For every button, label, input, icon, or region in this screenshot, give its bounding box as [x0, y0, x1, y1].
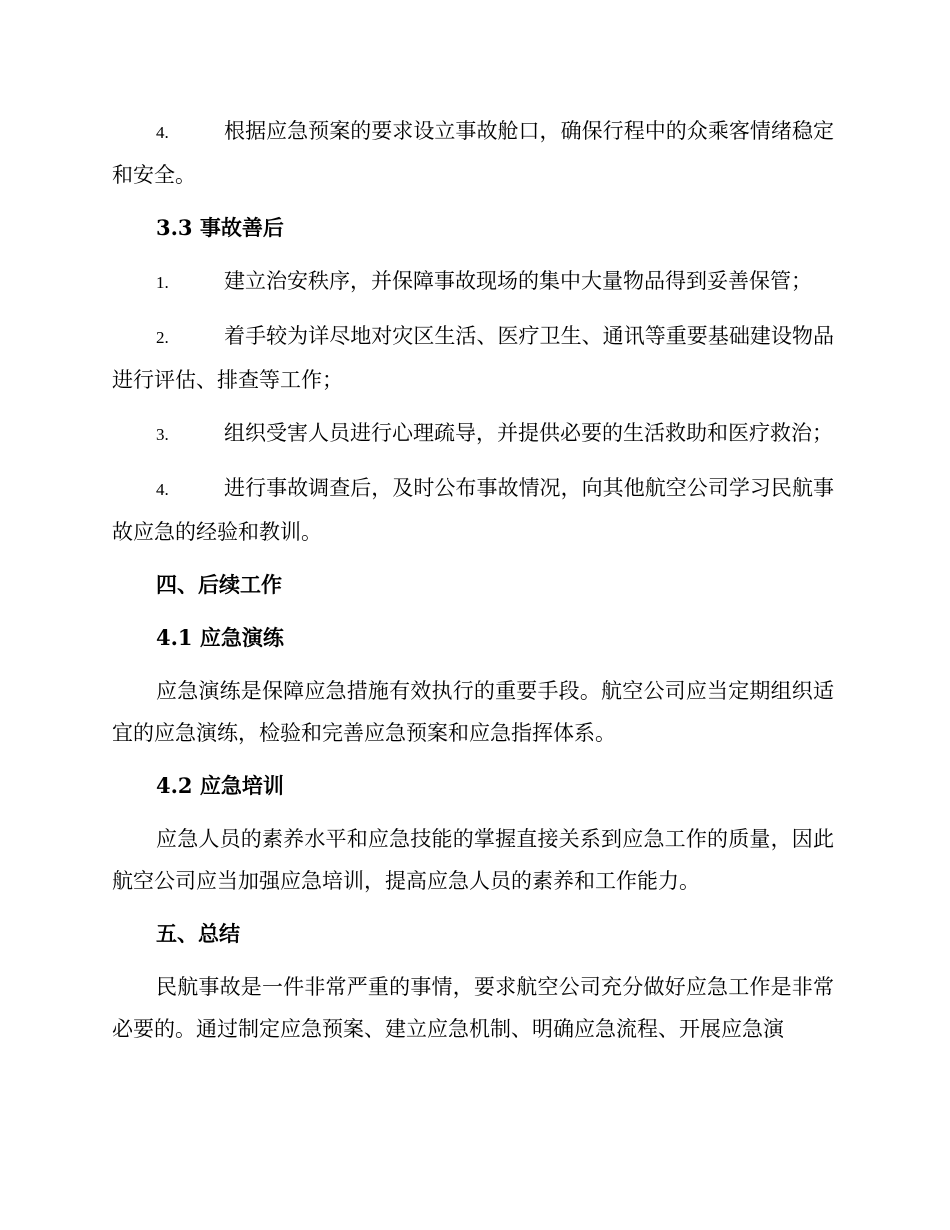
document-page: [112, 110, 834, 1061]
list-number: 3.: [156, 425, 169, 444]
section-heading-4: 四、后续工作: [156, 572, 282, 597]
list-item: [112, 412, 834, 456]
list-number: 1.: [156, 273, 169, 292]
list-number: 4.: [156, 480, 169, 499]
list-text: 着手较为详尽地对灾区生活、医疗卫生、通讯等重要基础建设物品进行评估、排查等工作；: [112, 324, 834, 392]
list-number: 2.: [156, 328, 169, 347]
list-text: 组织受害人员进行心理疏导，并提供必要的生活救助和医疗救治；: [224, 421, 833, 445]
list-item: [112, 110, 834, 196]
section-heading-4-1: 4.1 应急演练: [156, 625, 284, 650]
list-item: [112, 467, 834, 553]
list-item: [112, 315, 834, 401]
list-item: [112, 260, 834, 304]
paragraph-4-1: 应急演练是保障应急措施有效执行的重要手段。航空公司应当定期组织适宜的应急演练，检验和完善应急预案和应急指挥体系。: [112, 679, 834, 745]
list-text: 建立治安秩序，并保障事故现场的集中大量物品得到妥善保管；: [224, 269, 812, 293]
list-text: 进行事故调查后，及时公布事故情况，向其他航空公司学习民航事故应急的经验和教训。: [112, 476, 834, 544]
paragraph-5: 民航事故是一件非常严重的事情，要求航空公司充分做好应急工作是非常必要的。通过制定应急预案、建立应急机制、明确应急流程、开展应急演: [112, 975, 834, 1041]
paragraph-4-2: 应急人员的素养水平和应急技能的掌握直接关系到应急工作的质量，因此航空公司应当加强应急培训，提高应急人员的素养和工作能力。: [112, 827, 834, 893]
section-heading-4-2: 4.2 应急培训: [156, 773, 284, 798]
list-number: 4.: [156, 123, 169, 142]
list-text: 根据应急预案的要求设立事故舱口，确保行程中的众乘客情绪稳定和安全。: [112, 119, 834, 187]
section-heading-3-3: 3.3 事故善后: [156, 215, 284, 240]
section-heading-5: 五、总结: [156, 921, 240, 946]
